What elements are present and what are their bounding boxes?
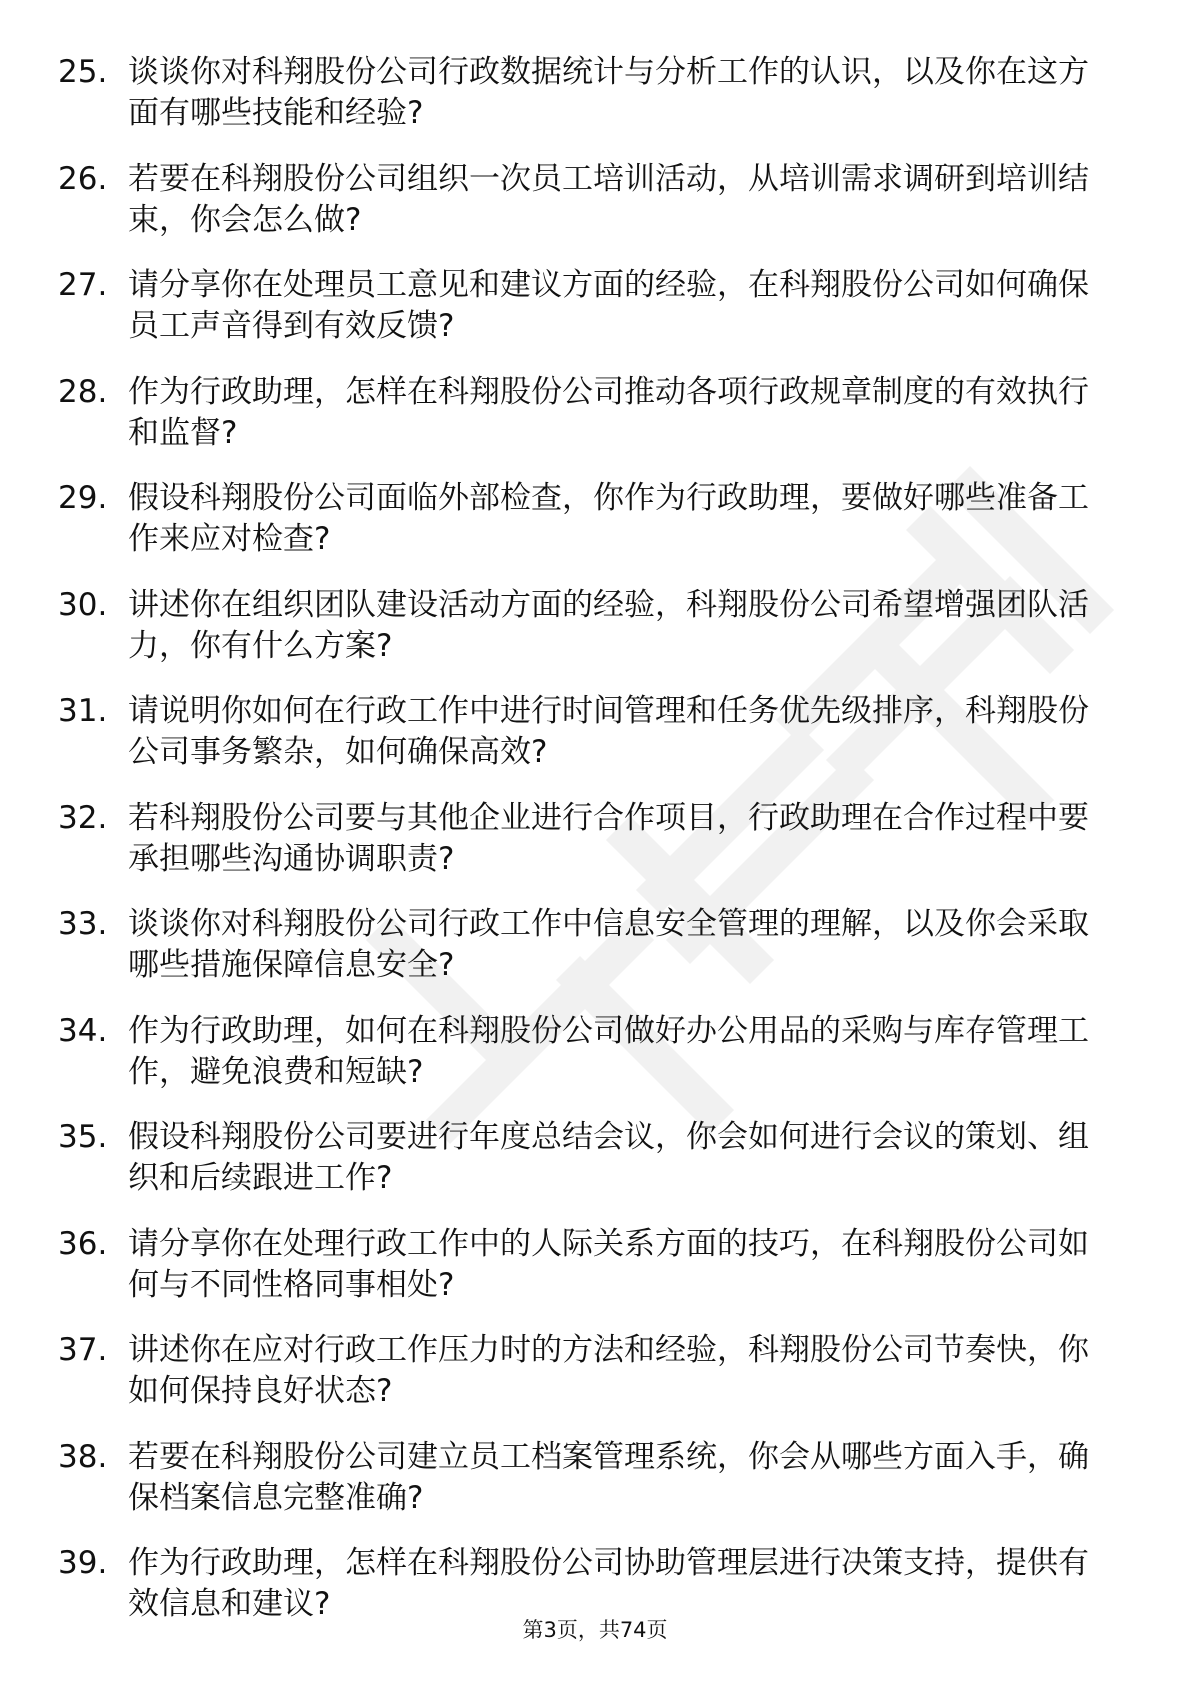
question-number: 31. bbox=[58, 693, 108, 729]
question-item bbox=[58, 798, 1128, 905]
question-item bbox=[58, 1011, 1128, 1118]
question-text: 若要在科翔股份公司建立员工档案管理系统，你会从哪些方面入手，确保档案信息完整准确? bbox=[128, 1438, 1089, 1516]
question-item bbox=[58, 1330, 1128, 1437]
question-text: 请分享你在处理行政工作中的人际关系方面的技巧，在科翔股份公司如何与不同性格同事相处? bbox=[128, 1225, 1089, 1303]
question-text: 谈谈你对科翔股份公司行政数据统计与分析工作的认识，以及你在这方面有哪些技能和经验? bbox=[128, 54, 1089, 131]
question-number: 38. bbox=[58, 1438, 108, 1475]
question-item bbox=[58, 691, 1128, 798]
question-list bbox=[58, 52, 1128, 1650]
question-number: 25. bbox=[58, 54, 108, 90]
question-item bbox=[58, 478, 1128, 585]
question-item bbox=[58, 1224, 1128, 1331]
question-text: 作为行政助理，如何在科翔股份公司做好办公用品的采购与库存管理工作，避免浪费和短缺? bbox=[128, 1012, 1089, 1090]
question-text: 谈谈你对科翔股份公司行政工作中信息安全管理的理解，以及你会采取哪些措施保障信息安全? bbox=[128, 906, 1089, 983]
question-number: 26. bbox=[58, 160, 108, 197]
question-number: 29. bbox=[58, 480, 108, 516]
question-number: 32. bbox=[58, 799, 108, 836]
question-number: 34. bbox=[58, 1012, 108, 1049]
question-number: 35. bbox=[58, 1119, 108, 1155]
question-item bbox=[58, 1117, 1128, 1224]
question-text: 请分享你在处理员工意见和建议方面的经验，在科翔股份公司如何确保员工声音得到有效反馈? bbox=[128, 267, 1089, 344]
question-item bbox=[58, 159, 1128, 266]
question-number: 33. bbox=[58, 906, 108, 942]
question-number: 36. bbox=[58, 1225, 108, 1262]
question-text: 作为行政助理，怎样在科翔股份公司推动各项行政规章制度的有效执行和监督? bbox=[128, 373, 1089, 451]
question-number: 30. bbox=[58, 586, 108, 623]
question-number: 37. bbox=[58, 1332, 108, 1368]
question-item bbox=[58, 904, 1128, 1011]
question-text: 请说明你如何在行政工作中进行时间管理和任务优先级排序，科翔股份公司事务繁杂，如何确保高效? bbox=[128, 693, 1089, 770]
question-item bbox=[58, 372, 1128, 479]
question-number: 39. bbox=[58, 1545, 108, 1581]
question-text: 讲述你在应对行政工作压力时的方法和经验，科翔股份公司节奏快，你如何保持良好状态? bbox=[128, 1332, 1089, 1409]
question-text: 若要在科翔股份公司组织一次员工培训活动，从培训需求调研到培训结束，你会怎么做? bbox=[128, 160, 1089, 238]
question-number: 28. bbox=[58, 373, 108, 410]
question-text: 作为行政助理，怎样在科翔股份公司协助管理层进行决策支持，提供有效信息和建议? bbox=[128, 1545, 1089, 1622]
question-text: 假设科翔股份公司面临外部检查，你作为行政助理，要做好哪些准备工作来应对检查? bbox=[128, 480, 1089, 557]
page-footer: 第3页，共74页 bbox=[522, 1618, 668, 1642]
question-text: 讲述你在组织团队建设活动方面的经验，科翔股份公司希望增强团队活力，你有什么方案? bbox=[128, 586, 1089, 664]
question-item bbox=[58, 585, 1128, 692]
question-text: 假设科翔股份公司要进行年度总结会议，你会如何进行会议的策划、组织和后续跟进工作? bbox=[128, 1119, 1089, 1196]
question-number: 27. bbox=[58, 267, 108, 303]
question-text: 若科翔股份公司要与其他企业进行合作项目，行政助理在合作过程中要承担哪些沟通协调职责? bbox=[128, 799, 1089, 877]
question-item bbox=[58, 265, 1128, 372]
question-item bbox=[58, 1437, 1128, 1544]
question-item bbox=[58, 52, 1128, 159]
